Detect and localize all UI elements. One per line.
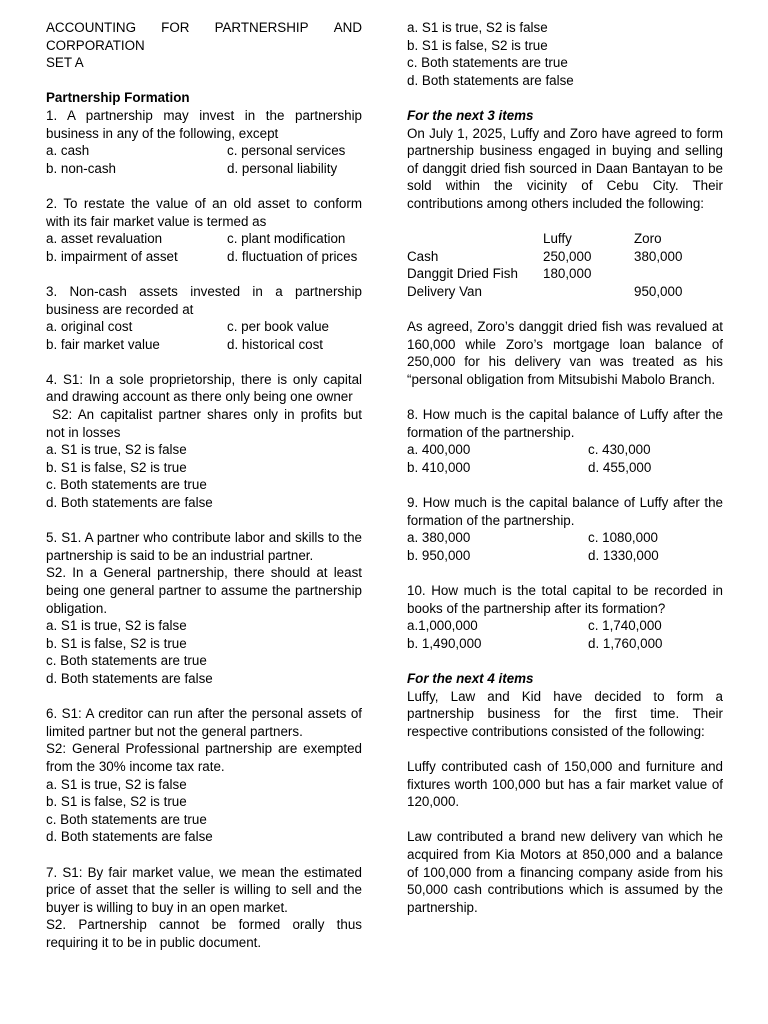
choice: a. S1 is true, S2 is false [407,20,548,35]
question-2-choices [46,230,362,265]
choice: b. S1 is false, S2 is true [46,794,187,810]
table-cell: 180,000 [543,266,592,282]
choice: a. S1 is true, S2 is false [46,776,187,792]
choice: b. 410,000 [407,459,471,475]
choice: b. S1 is false, S2 is true [407,37,548,53]
choice: d. Both statements are false [46,670,213,686]
choice: b. S1 is false, S2 is true [46,635,187,651]
title-word: ACCOUNTING [46,20,137,35]
choice: a. 380,000 [407,530,471,546]
choice: c. 1,740,000 [588,618,662,634]
choice: a. 400,000 [407,442,471,458]
choice: c. Both statements are true [46,653,207,669]
next-4-items-intro: Luffy, Law and Kid have decided to form a partnership business for the first time. Their respective contributions consisted of the following: [407,688,723,739]
next-4-items-heading: For the next 4 items [407,670,534,686]
question-7-s1: 7. S1: By fair market value, we mean the estimated price of asset that the seller is willing to sell and the buyer is willing to buy in an open market. [46,864,362,915]
choice: d. historical cost [227,336,324,352]
question-2-stem: 2. To restate the value of an old asset to conform with its fair market value is termed as [46,195,362,229]
question-3-stem: 3. Non-cash assets invested in a partnership business are recorded at [46,283,362,317]
question-5-s1: 5. S1. A partner who contribute labor and skills to the partnership is said to be an industrial partner. [46,530,362,563]
choice: d. Both statements are false [46,829,213,845]
question-8-choices [407,441,723,476]
left-column [46,19,366,951]
set-label: SET A [46,55,84,71]
question-1-stem: 1. A partnership may invest in the partnership business in any of the following, except [46,107,362,141]
choice: d. 1,760,000 [588,635,663,651]
title-word: PARTNERSHIP [214,20,309,35]
title-word: AND [333,20,362,35]
choice: d. personal liability [227,160,338,176]
choice: c. Both statements are true [407,55,568,71]
choice: c. 1080,000 [588,530,658,546]
question-9-stem: 9. How much is the capital balance of Luffy after the formation of the partnership. [407,495,723,528]
question-8-stem: 8. How much is the capital balance of Luffy after the formation of the partnership. [407,407,723,440]
title-word: FOR [161,20,190,35]
choice: a.1,000,000 [407,618,478,634]
question-4-s1: 4. S1: In a sole proprietorship, there is only capital and drawing account as there only being one owner [46,371,362,405]
question-6-s1: 6. S1: A creditor can run after the personal assets of limited partner but not the general partners. [46,706,362,739]
choice: b. non-cash [46,160,116,176]
choice: c. per book value [227,319,329,335]
question-9-choices [407,529,723,564]
question-5-s2: S2. In a General partnership, there should at least being one general partner to assume the partnership obligation. [46,565,362,616]
table-cell: Cash [407,248,439,264]
section-heading: Partnership Formation [46,90,190,106]
next-3-items-intro: On July 1, 2025, Luffy and Zoro have agreed to form partnership business engaged in buying and selling of danggit dried fish sourced in Daan Bantayan to be sold within the vicinity of Cebu City. Their contributions among others included the following: [407,125,723,211]
table-cell [634,265,723,283]
next-3-items-heading: For the next 3 items [407,107,534,123]
question-4-s2: S2: An capitalist partner shares only in profits but not in losses [46,407,366,440]
question-10-choices [407,617,723,652]
choice: c. Both statements are true [46,477,207,493]
table-header-cell [407,230,543,248]
table-cell: 950,000 [634,283,683,299]
luffy-contribution: Luffy contributed cash of 150,000 and furniture and fixtures worth 100,000 but has a fair market value of 120,000. [407,758,723,810]
choice: d. Both statements are false [46,495,213,511]
choice: c. plant modification [227,231,346,247]
question-10-stem: 10. How much is the total capital to be recorded in books of the partnership after its formation? [407,583,723,616]
table-header-cell: Zoro [634,231,662,247]
choice: b. S1 is false, S2 is true [46,459,187,475]
choice: a. original cost [46,319,133,335]
choice: c. 430,000 [588,442,651,458]
question-7-s2: S2. Partnership cannot be formed orally thus requiring it to be in public document. [46,917,362,950]
question-1-choices [46,142,362,177]
choice: d. fluctuation of prices [227,248,358,264]
choice: c. personal services [227,143,346,159]
choice: b. impairment of asset [46,248,178,264]
table-cell [543,283,634,301]
title-line-1 [46,19,362,37]
choice: c. Both statements are true [46,811,207,827]
contributions-table [407,230,723,300]
agreement-paragraph: As agreed, Zoro’s danggit dried fish was revalued at 160,000 while Zoro’s mortgage loan balance of 250,000 for his delivery van was treated as his “personal obligation from Mitsubishi Mabolo Branch. [407,319,723,387]
choice: b. 1,490,000 [407,635,482,651]
table-cell: Delivery Van [407,283,482,299]
table-cell: Danggit Dried Fish [407,266,518,282]
choice: a. S1 is true, S2 is false [46,442,187,458]
law-contribution: Law contributed a brand new delivery van which he acquired from Kia Motors at 850,000 and a balance of 100,000 from a financing company aside from his 50,000 cash contributions which is assumed by the partnership. [407,829,723,915]
choice: a. asset revaluation [46,231,163,247]
choice: d. Both statements are false [407,72,574,88]
choice: a. cash [46,143,90,159]
table-cell: 380,000 [634,248,683,264]
question-6-s2: S2: General Professional partnership are exempted from the 30% income tax rate. [46,741,362,774]
question-3-choices [46,318,362,353]
title-line-2: CORPORATION [46,37,145,53]
choice: d. 1330,000 [588,547,659,563]
choice: d. 455,000 [588,459,652,475]
choice: b. fair market value [46,336,160,352]
choice: a. S1 is true, S2 is false [46,618,187,634]
table-header-cell: Luffy [543,231,572,247]
right-column [407,19,723,916]
table-cell: 250,000 [543,248,592,264]
choice: b. 950,000 [407,547,471,563]
